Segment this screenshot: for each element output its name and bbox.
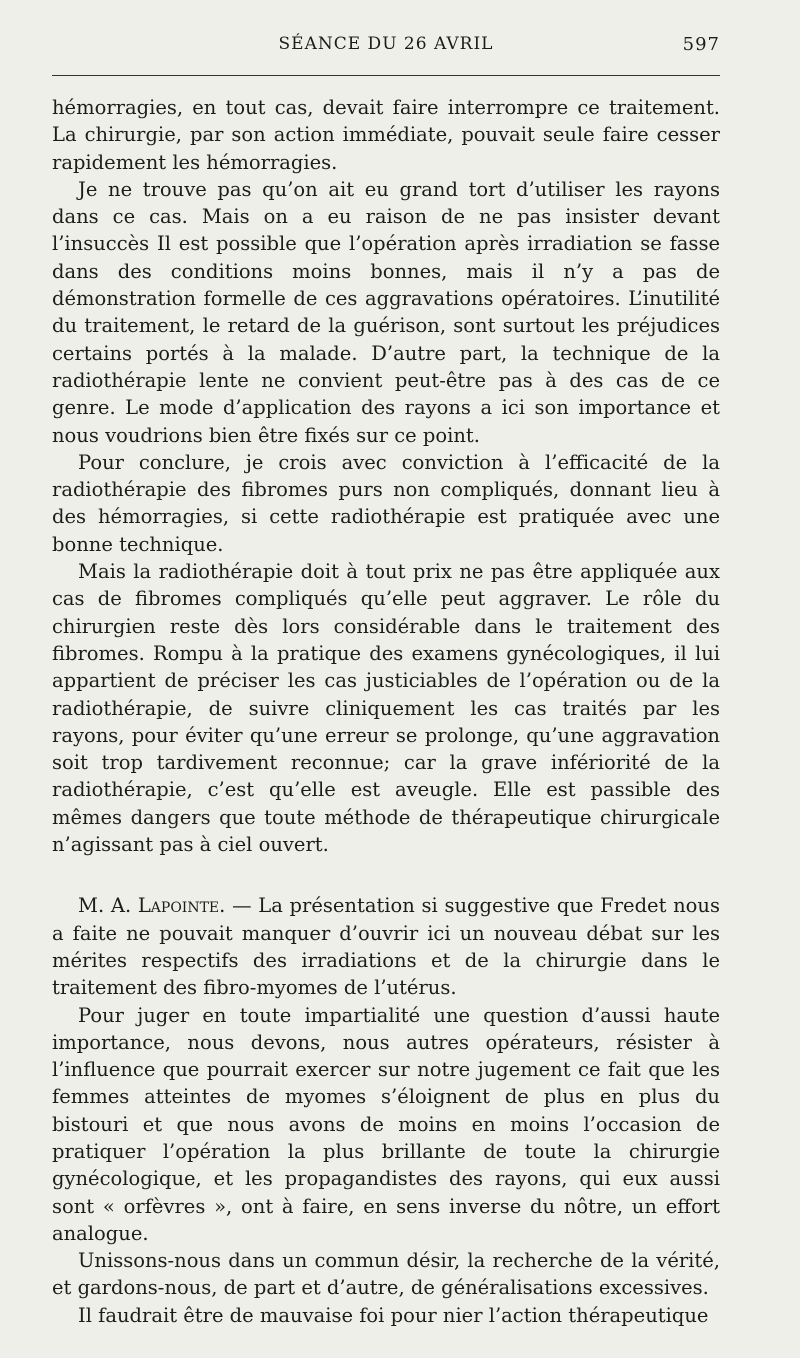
- header-title: SÉANCE DU 26 AVRIL: [278, 34, 494, 54]
- paragraph: hémorragies, en tout cas, devait faire interrompre ce traitement. La chirurgie, par son action immédiate, pouvait seule faire cesser rapidement les hémorragies.: [52, 96, 720, 174]
- paragraph: Il faudrait être de mauvaise foi pour nier l’action thérapeutique: [78, 1303, 709, 1327]
- speaker-name: M. A. Lapointe.: [78, 894, 226, 918]
- speech-opening: [52, 892, 720, 1001]
- paragraph: Je ne trouve pas qu’on ait eu grand tort d’utiliser les rayons dans ce cas. Mais on a eu raison de ne pas insister devant l’insuccès Il est possible que l’opération après irradiation se fasse dans des conditions moins bonnes, mais il n’y a pas de démonstration formelle de ces aggravations opératoires. L’inutilité du traitement, le retard de la guérison, sont surtout les préjudices certains portés à la malade. D’autre part, la technique de la radiothérapie lente ne convient peut-être pas à des cas de ce genre. Le mode d’application des rayons a ici son importance et nous voudrions bien être fixés sur ce point.: [52, 177, 720, 447]
- body-text: [52, 94, 720, 1329]
- paragraph: Pour conclure, je crois avec conviction à l’efficacité de la radiothérapie des fibromes purs non compliqués, donnant lieu à des hémorragies, si cette radiothérapie est pratiquée avec une bonne technique.: [52, 450, 720, 556]
- paragraph: Pour juger en toute impartialité une question d’aussi haute importance, nous devons, nous autres opérateurs, résister à l’influence que pourrait exercer sur notre jugement ce fait que les femmes atteintes de myomes s’éloignent de plus en plus du bistouri et que nous avons de moins en moins l’occasion de pratiquer l’opération la plus brillante de toute la chirurgie gynécologique, et les propagandistes des rayons, qui eux aussi sont « orfèvres », ont à faire, en sens inverse du nôtre, un effort analogue.: [52, 1003, 720, 1245]
- running-header: [52, 34, 720, 58]
- paragraph: Unissons-nous dans un commun désir, la recherche de la vérité, et gardons-nous, de part et d’autre, de généralisations excessives.: [52, 1249, 720, 1300]
- section-gap: [52, 858, 720, 892]
- paragraph: Mais la radiothérapie doit à tout prix ne pas être appliquée aux cas de fibromes compliqués qu’elle peut aggraver. Le rôle du chirurgien reste dès lors considérable dans le traitement des fibromes. Rompu à la pratique des examens gynécologiques, il lui appartient de préciser les cas justiciables de l’opération ou de la radiothérapie, de suivre cliniquement les cas traités par les rayons, pour éviter qu’une erreur se prolonge, qu’une aggravation soit trop tardivement reconnue; car la grave infériorité de la radiothérapie, c’est qu’elle est aveugle. Elle est passible des mêmes dangers que toute méthode de thérapeutique chirurgicale n’agissant pas à ciel ouvert.: [52, 560, 720, 857]
- speech-opening-text: — La présentation si suggestive que Fredet nous a faite ne pouvait manquer d’ouvrir ici un nouveau débat sur les mérites respectifs des irradiations et de la chirurgie dans le traitement des fibro-myomes de l’utérus.: [52, 894, 720, 1000]
- page-number: 597: [682, 34, 720, 55]
- header-rule: [52, 75, 720, 76]
